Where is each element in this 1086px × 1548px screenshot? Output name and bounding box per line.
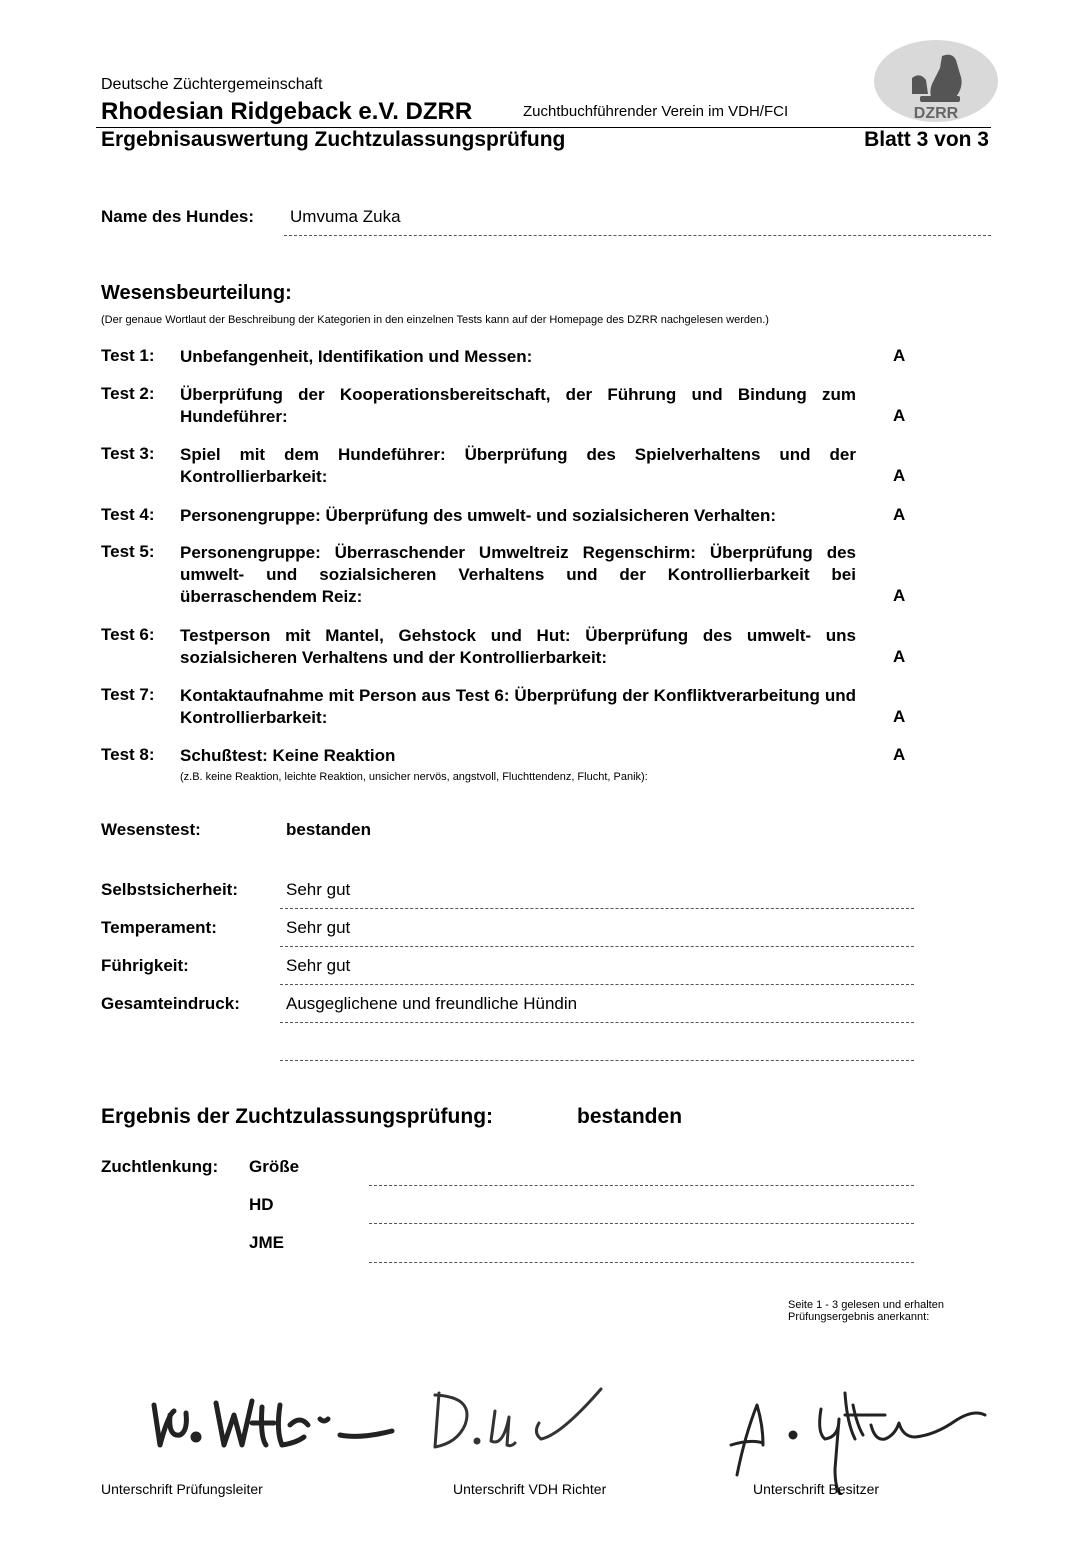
test-grade: A [893, 586, 906, 605]
logo-text: DZRR [913, 105, 959, 122]
test-description: Testperson mit Mantel, Gehstock und Hut: Überprüfung des umwelt- uns sozialsicheren Verhaltens und der Kontrollierbarkeit: [180, 626, 856, 667]
dog-name-label: Name des Hundes: [101, 207, 255, 226]
test-label: Test 7: [101, 685, 155, 704]
test-grade: A [893, 406, 906, 425]
test-description: Personengruppe: Überprüfung des umwelt- und sozialsicheren Verhalten: [180, 506, 777, 525]
character-test-label: Wesenstest: [101, 820, 201, 839]
signature-label-vdh-richter: Unterschrift VDH Richter [453, 1481, 607, 1497]
rating-label: Selbstsicherheit: [101, 880, 238, 899]
organization-name-line2: Rhodesian Ridgeback e.V. DZRR [101, 98, 473, 125]
signature-label-besitzer: Unterschrift Besitzer [753, 1481, 880, 1497]
organization-subtitle: Zuchtbuchführender Verein im VDH/FCI [523, 103, 789, 120]
sheet-number: Blatt 3 von 3 [864, 128, 989, 151]
test-label: Test 6: [101, 625, 155, 644]
rating-line [280, 908, 914, 909]
guidance-item-line [369, 1262, 914, 1263]
guidance-item-label: HD [249, 1195, 274, 1214]
test-description: Überprüfung der Kooperationsbereitschaft, der Führung und Bindung zum Hundeführer: [180, 385, 856, 426]
signature-pruefungsleiter [140, 1385, 400, 1465]
guidance-item-line [369, 1223, 914, 1224]
test-grade: A [893, 647, 906, 666]
test-description: Personengruppe: Überraschender Umweltreiz Regenschirm: Überprüfung des umwelt- und sozialsicheren Verhaltens und der Kontrollierbarkeit bei überraschendem Reiz: [180, 543, 856, 606]
rating-line [280, 1022, 914, 1023]
rating-value: Sehr gut [286, 956, 351, 975]
signature-label-pruefungsleiter: Unterschrift Prüfungsleiter [101, 1481, 263, 1497]
test-label: Test 8: [101, 745, 155, 764]
rating-line [280, 984, 914, 985]
test-description: Kontaktaufnahme mit Person aus Test 6: Überprüfung der Konfliktverarbeitung und Kontrollierbarkeit: [180, 686, 856, 727]
test-grade: A [893, 505, 906, 524]
organization-name-line1: Deutsche Züchtergemeinschaft [101, 76, 323, 93]
rating-value: Sehr gut [286, 880, 351, 899]
dog-name-value: Umvuma Zuka [290, 207, 401, 226]
rating-value: Sehr gut [286, 918, 351, 937]
rating-value: Ausgeglichene und freundliche Hündin [286, 994, 578, 1013]
section-note: (Der genaue Wortlaut der Beschreibung der Kategorien in den einzelnen Tests kann auf der Homepage des DZRR nachgelesen werden.) [101, 314, 769, 326]
rating-label: Temperament: [101, 918, 217, 937]
acknowledgement-note: Seite 1 - 3 gelesen und erhalten Prüfungsergebnis anerkannt: [788, 1299, 944, 1323]
character-test-value: bestanden [286, 820, 372, 839]
guidance-item-label: JME [249, 1233, 284, 1252]
test-label: Test 4: [101, 505, 155, 524]
guidance-item-label: Größe [249, 1157, 300, 1176]
rating-line-extra [280, 1060, 914, 1061]
test-description: Schußtest: Keine Reaktion [180, 746, 396, 765]
rating-line [280, 946, 914, 947]
section-title-wesensbeurteilung: Wesensbeurteilung: [101, 282, 292, 304]
result-label: Ergebnis der Zuchtzulassungsprüfung: [101, 1105, 494, 1128]
test-label: Test 3: [101, 444, 155, 463]
test-label: Test 1: [101, 346, 155, 365]
guidance-item-line [369, 1185, 914, 1186]
test-grade: A [893, 466, 906, 485]
dzrr-logo [872, 38, 1000, 124]
document-title: Ergebnisauswertung Zuchtzulassungsprüfung [101, 128, 566, 151]
signature-besitzer [725, 1385, 995, 1495]
test-grade: A [893, 346, 906, 365]
signature-vdh-richter [425, 1385, 615, 1455]
test8-note: (z.B. keine Reaktion, leichte Reaktion, unsicher nervös, angstvoll, Fluchttendenz, Flucht, Panik): [180, 771, 648, 783]
test-description: Spiel mit dem Hundeführer: Überprüfung des Spielverhaltens und der Kontrollierbarkeit: [180, 445, 856, 486]
rating-label: Führigkeit: [101, 956, 189, 975]
test-label: Test 5: [101, 542, 155, 561]
test-grade: A [893, 707, 906, 726]
rating-label: Gesamteindruck: [101, 994, 240, 1013]
test-grade: A [893, 745, 906, 764]
breeding-guidance-label: Zuchtlenkung: [101, 1157, 219, 1176]
test-description: Unbefangenheit, Identifikation und Messen: [180, 347, 533, 366]
dog-name-line [284, 235, 991, 236]
result-value: bestanden [577, 1105, 683, 1128]
test-label: Test 2: [101, 384, 155, 403]
